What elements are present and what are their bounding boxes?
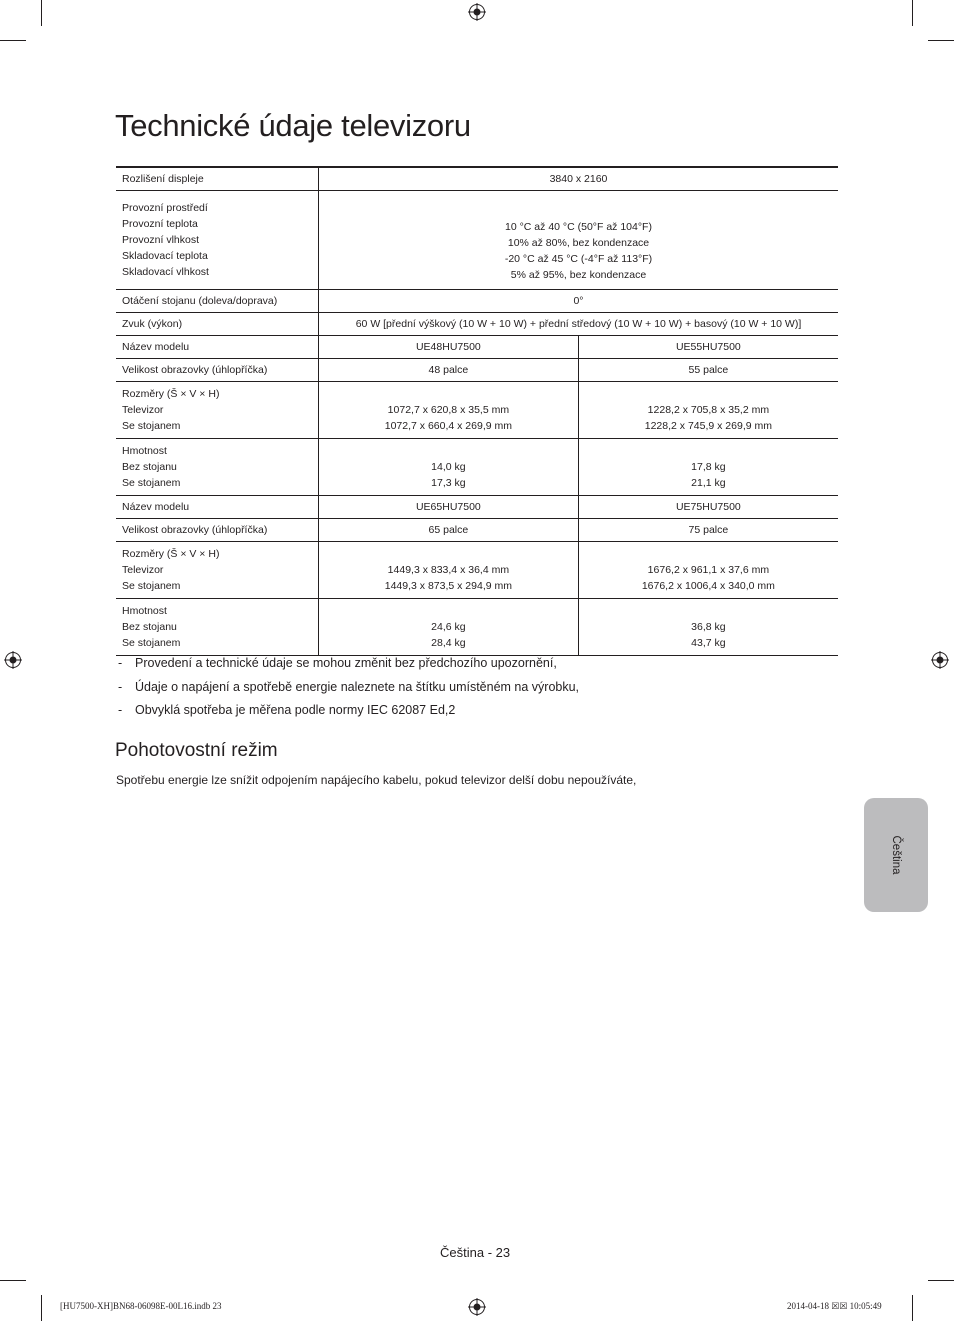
registration-mark-icon bbox=[468, 3, 486, 21]
crop-mark bbox=[928, 40, 954, 41]
footer-file-info: [HU7500-XH]BN68-06098E-00L16.indb 23 bbox=[60, 1301, 222, 1311]
spec-label: Hmotnost Bez stojanu Se stojanem bbox=[122, 445, 181, 489]
table-row bbox=[116, 382, 838, 439]
spec-value: 1676,2 x 961,1 x 37,6 mm 1676,2 x 1006,4 x 340,0 mm bbox=[578, 542, 838, 599]
note-text: Údaje o napájení a spotřebě energie naleznete na štítku umístěném na výrobku, bbox=[135, 679, 580, 694]
spec-label: Otáčení stojanu (doleva/doprava) bbox=[122, 295, 278, 307]
page-title: Technické údaje televizoru bbox=[115, 108, 471, 143]
list-dash: - bbox=[118, 679, 123, 694]
section-text: Spotřebu energie lze snížit odpojením napájecího kabelu, pokud televizor delší dobu nepoužíváte, bbox=[116, 773, 637, 787]
section-heading: Pohotovostní režim bbox=[115, 740, 278, 761]
crop-mark bbox=[0, 1280, 26, 1281]
table-row bbox=[116, 439, 838, 496]
spec-label: Provozní prostředí Provozní teplota Provozní vlhkost Skladovací teplota Skladovací vlhkost bbox=[122, 202, 209, 278]
spec-table bbox=[116, 166, 838, 656]
spec-value: UE48HU7500 bbox=[319, 336, 579, 359]
spec-value: 75 palce bbox=[578, 519, 838, 542]
spec-value: 0° bbox=[319, 290, 839, 313]
table-row bbox=[116, 359, 838, 382]
table-row bbox=[116, 191, 838, 290]
spec-value: 14,0 kg 17,3 kg bbox=[319, 439, 579, 496]
notes-list bbox=[116, 652, 579, 723]
crop-mark bbox=[912, 0, 913, 26]
crop-mark bbox=[41, 0, 42, 26]
list-item bbox=[116, 652, 579, 676]
registration-mark-icon bbox=[468, 1298, 486, 1316]
page-number: Čeština - 23 bbox=[440, 1245, 511, 1260]
spec-label: Velikost obrazovky (úhlopříčka) bbox=[122, 364, 268, 376]
note-text: Obvyklá spotřeba je měřena podle normy IEC 62087 Ed,2 bbox=[135, 703, 456, 717]
spec-value: 24,6 kg 28,4 kg bbox=[319, 599, 579, 656]
language-tab-label: Čeština bbox=[890, 835, 902, 875]
registration-mark-icon bbox=[4, 651, 22, 669]
footer-timestamp: 2014-04-18 ☒☒ 10:05:49 bbox=[787, 1301, 882, 1311]
table-row bbox=[116, 542, 838, 599]
table-row bbox=[116, 496, 838, 519]
spec-value: 48 palce bbox=[319, 359, 579, 382]
spec-label: Velikost obrazovky (úhlopříčka) bbox=[122, 524, 268, 536]
list-item bbox=[116, 676, 579, 700]
crop-mark bbox=[0, 40, 26, 41]
crop-mark bbox=[41, 1295, 42, 1321]
spec-value: 36,8 kg 43,7 kg bbox=[578, 599, 838, 656]
table-row bbox=[116, 290, 838, 313]
spec-value: 1228,2 x 705,8 x 35,2 mm 1228,2 x 745,9 x 269,9 mm bbox=[578, 382, 838, 439]
spec-value: 10 °C až 40 °C (50°F až 104°F) 10% až 80%, bez kondenzace -20 °C až 45 °C (-4°F až 113°F) 5% až 95%, bez kondenzace bbox=[319, 191, 839, 290]
spec-value: UE55HU7500 bbox=[578, 336, 838, 359]
spec-label: Hmotnost Bez stojanu Se stojanem bbox=[122, 605, 181, 649]
crop-mark bbox=[928, 1280, 954, 1281]
spec-value: 55 palce bbox=[578, 359, 838, 382]
spec-value: 65 palce bbox=[319, 519, 579, 542]
spec-label: Rozměry (Š × V × H) Televizor Se stojanem bbox=[122, 388, 220, 432]
note-text: Provedení a technické údaje se mohou změnit bez předchozího upozornění, bbox=[135, 656, 557, 670]
table-row bbox=[116, 167, 838, 191]
table-row bbox=[116, 336, 838, 359]
crop-mark bbox=[912, 1295, 913, 1321]
spec-label: Zvuk (výkon) bbox=[122, 318, 183, 330]
spec-label: Rozměry (Š × V × H) Televizor Se stojanem bbox=[122, 548, 220, 592]
spec-value: 3840 x 2160 bbox=[319, 167, 839, 191]
registration-mark-icon bbox=[931, 651, 949, 669]
spec-value: 1072,7 x 620,8 x 35,5 mm 1072,7 x 660,4 x 269,9 mm bbox=[319, 382, 579, 439]
language-tab bbox=[864, 798, 928, 912]
list-item bbox=[116, 699, 579, 723]
spec-value: 1449,3 x 833,4 x 36,4 mm 1449,3 x 873,5 x 294,9 mm bbox=[319, 542, 579, 599]
spec-label: Název modelu bbox=[122, 341, 190, 353]
list-dash: - bbox=[118, 656, 123, 670]
table-row bbox=[116, 599, 838, 656]
spec-label: Rozlišení displeje bbox=[122, 173, 204, 185]
spec-value: UE75HU7500 bbox=[578, 496, 838, 519]
table-row bbox=[116, 313, 838, 336]
list-dash: - bbox=[118, 703, 123, 717]
spec-value: 17,8 kg 21,1 kg bbox=[578, 439, 838, 496]
spec-value: UE65HU7500 bbox=[319, 496, 579, 519]
spec-label: Název modelu bbox=[122, 501, 190, 513]
table-row bbox=[116, 519, 838, 542]
spec-value: 60 W [přední výškový (10 W + 10 W) + přední středový (10 W + 10 W) + basový (10 W + 10 W)] bbox=[319, 313, 839, 336]
